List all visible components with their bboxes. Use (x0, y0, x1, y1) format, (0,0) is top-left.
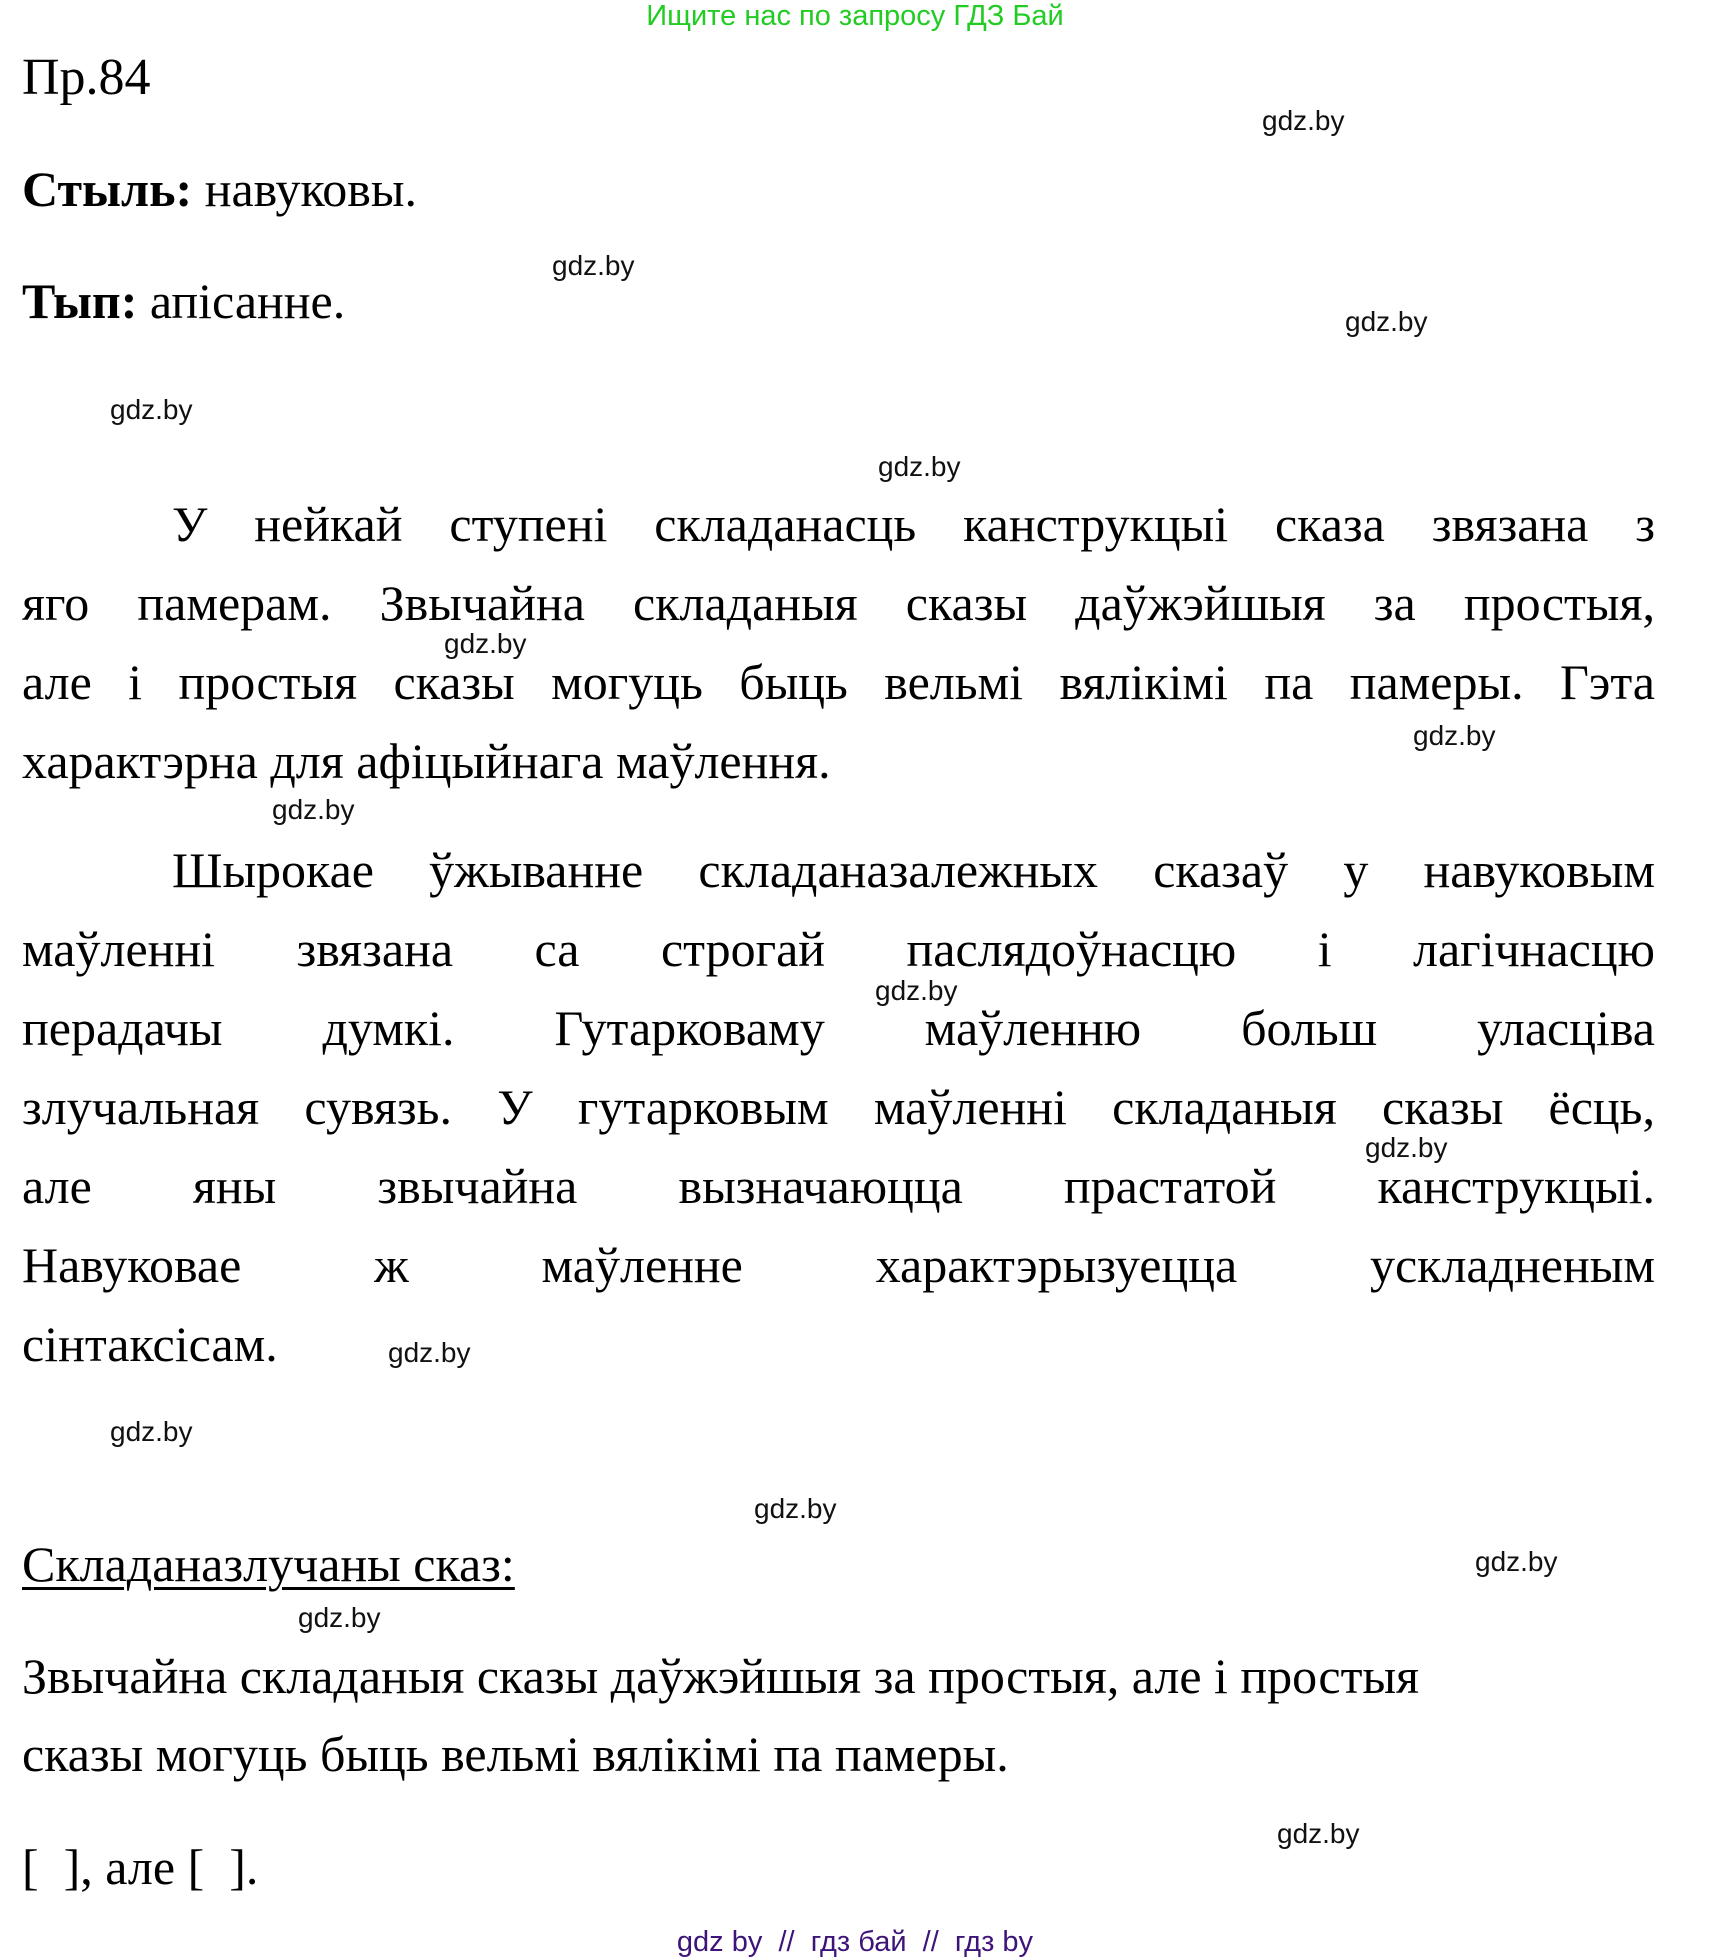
watermark: gdz.by (272, 794, 355, 825)
paragraph-line: Навуковае ж маўленне характэрызуецца ускладненым (22, 1237, 1655, 1293)
watermark: gdz.by (1475, 1546, 1558, 1577)
paragraph-line: яго памерам. Звычайна складаныя сказы даўжэйшыя за простыя, (22, 575, 1655, 631)
search-banner: Ищите нас по запросу ГДЗ Бай (646, 0, 1064, 32)
watermark: gdz.by (444, 628, 527, 659)
section-heading: Складаназлучаны сказ: (22, 1536, 515, 1592)
paragraph-1 (22, 485, 1655, 801)
watermark: gdz.by (754, 1493, 837, 1524)
watermark: gdz.by (1413, 720, 1496, 751)
watermark: gdz.by (1277, 1818, 1360, 1849)
paragraph-line: сінтаксісам. (22, 1316, 278, 1372)
type-line (22, 272, 345, 330)
example-line: Звычайна складаныя сказы даўжэйшыя за простыя, але і простыя (22, 1648, 1420, 1704)
paragraph-line: але яны звычайна вызначаюцца прастатой канструкцыі. (22, 1158, 1655, 1214)
watermark: gdz.by (1345, 306, 1428, 337)
paragraph-line: перадачы думкі. Гутарковаму маўленню больш уласціва (22, 1000, 1655, 1056)
watermark: gdz.by (1365, 1132, 1448, 1163)
paragraph-line: злучальная сувязь. У гутарковым маўленні складаныя сказы ёсць, (22, 1079, 1655, 1135)
paragraph-line: Шырокае ўжыванне складаназалежных сказаў у навуковым (172, 842, 1655, 898)
watermark: gdz.by (110, 394, 193, 425)
paragraph-line: У нейкай ступені складанасць канструкцыі сказа звязана з (172, 496, 1655, 552)
watermark: gdz.by (298, 1602, 381, 1633)
watermark: gdz.by (1262, 105, 1345, 136)
style-label: Стыль: (22, 161, 193, 217)
sentence-scheme: [ ], але [ ]. (22, 1839, 259, 1895)
type-value: апісанне. (149, 273, 346, 329)
watermark: gdz.by (388, 1337, 471, 1368)
footer-watermark: gdz by // гдз бай // гдз by (676, 1926, 1034, 1958)
exercise-title: Пр.84 (22, 49, 151, 106)
style-value: навуковы. (204, 161, 418, 217)
watermark: gdz.by (552, 250, 635, 281)
watermark: gdz.by (878, 451, 961, 482)
paragraph-2 (22, 831, 1655, 1384)
paragraph-line: маўленні звязана са строгай паслядоўнасцю і лагічнасцю (22, 921, 1655, 977)
paragraph-line: але і простыя сказы могуць быць вельмі вялікімі па памеры. Гэта (22, 654, 1655, 710)
type-label: Тып: (22, 273, 138, 329)
watermark: gdz.by (875, 975, 958, 1006)
watermark: gdz.by (110, 1416, 193, 1447)
example-line: сказы могуць быць вельмі вялікімі па памеры. (22, 1726, 1009, 1782)
style-line (22, 160, 417, 218)
paragraph-line: характэрна для афіцыйнага маўлення. (22, 733, 831, 789)
